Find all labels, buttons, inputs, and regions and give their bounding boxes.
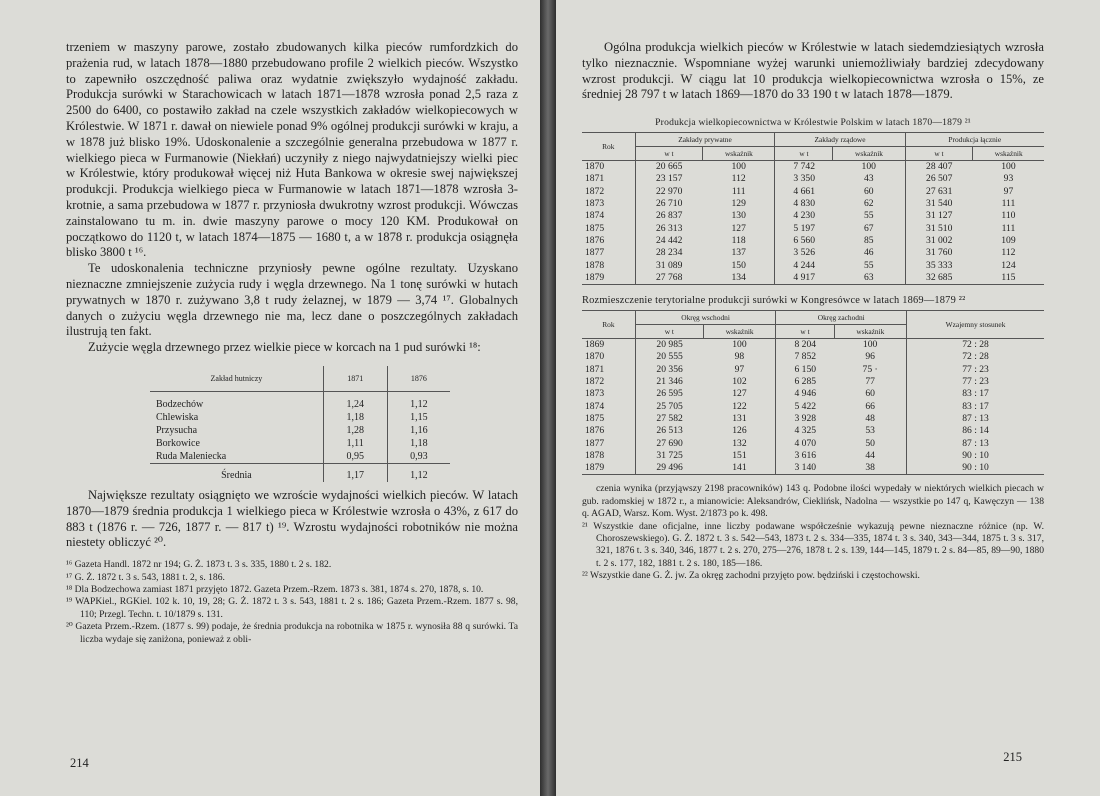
table-row: [582, 186, 1044, 198]
table-cell: 3 616: [776, 450, 834, 462]
table-cell: 4 244: [775, 260, 833, 272]
table-cell: 96: [865, 351, 875, 363]
table-cell: 24 442: [635, 235, 703, 247]
table-cell: 26 313: [635, 223, 703, 235]
column-header: w t: [905, 147, 973, 161]
table-cell: 1877: [585, 247, 605, 259]
table-cell: 7 852: [776, 351, 834, 363]
paragraph: Te udoskonalenia techniczne przyniosły pewne ogólne rezultaty. Uzyskano nieznaczne zmniejszenie zużycia rudy i węgla drzewnego. Na 1 tonę surówki w hutach prywatnych w 1870 r. zużywano 3,8 t rudy żelaznej, w 1879 — 3,74 ¹⁷. Globalnych danych o zużyciu węgla drzewnego nie ma, lecz dane o poszczególnych zakładach ilustrują ten fakt.: [66, 261, 518, 339]
table-cell: 4 830: [775, 198, 833, 210]
table-cell: 1870: [585, 351, 605, 363]
table-cell: 4 070: [776, 438, 834, 450]
table-row: [582, 425, 1044, 437]
table-cell: 31 760: [905, 247, 973, 259]
footnote: ²⁰ Gazeta Przem.-Rzem. (1877 s. 99) podaje, że średnia produkcja na robotnika w 1875 r. wynosiła 88 q surówki. Ta liczba wydaje się zaniżona, ponieważ z obli-: [66, 621, 518, 645]
table-row: [582, 438, 1044, 450]
column-header: w t: [776, 325, 834, 339]
table-cell: 1873: [585, 198, 605, 210]
table-row: [582, 388, 1044, 400]
table-cell: 60: [865, 388, 875, 400]
table-row: [582, 450, 1044, 462]
column-header: Rok: [582, 311, 635, 339]
table-cell: 31 002: [905, 235, 973, 247]
table-cell: 141: [732, 462, 747, 474]
table-cell: 20 555: [635, 351, 703, 363]
right-page: [556, 0, 1100, 796]
footnote: ¹⁶ Gazeta Handl. 1872 nr 194; G. Ż. 1873 t. 3 s. 335, 1880 t. 2 s. 182.: [66, 559, 332, 571]
table-cell: 124: [1001, 259, 1016, 271]
table-cell: 1875: [585, 412, 605, 424]
table-row: [582, 351, 1044, 363]
table-cell: 4 230: [775, 210, 833, 222]
table-row: [582, 401, 1044, 413]
table-cell: 151: [732, 449, 747, 461]
table-cell: 8 204: [776, 339, 834, 352]
column-header: Zakłady rządowe: [775, 133, 905, 147]
column-header: Okręg zachodni: [776, 311, 907, 325]
table-cell: 1873: [585, 388, 605, 400]
table-cell: 1877: [585, 437, 605, 449]
table-cell: 98: [734, 351, 745, 363]
table-cell: 118: [731, 234, 746, 246]
table-cell: 44: [865, 449, 875, 461]
page-number: 215: [1003, 750, 1022, 764]
table-cell: 93: [1003, 173, 1014, 185]
table-cell: 26 595: [635, 388, 703, 400]
regions-table: [582, 310, 1044, 475]
table-cell: 72 : 28: [907, 339, 1044, 352]
table-cell: 63: [863, 271, 874, 283]
table-cell: 86 : 14: [907, 425, 1044, 437]
footnote: ¹⁷ G. Ż. 1872 t. 3 s. 543, 1881 t. 2, s. 186.: [66, 571, 225, 583]
table-cell: 28 234: [635, 247, 703, 259]
table-cell: 100: [861, 161, 876, 173]
table-row: [582, 339, 1044, 352]
table-row: Przysucha 1,28 1,16: [150, 424, 450, 437]
column-header: wskaźnik: [834, 325, 906, 339]
table-cell: 126: [732, 425, 747, 437]
table-cell: 27 631: [905, 186, 973, 198]
table-cell: 127: [731, 222, 746, 234]
table-cell: 31 127: [905, 210, 973, 222]
table-cell: 67: [863, 222, 874, 234]
table-cell: 1876: [585, 425, 605, 437]
table-cell: 112: [1001, 247, 1016, 259]
column-header: Wzajemny stosunek: [907, 311, 1044, 339]
table-cell: 102: [732, 376, 747, 388]
table-cell: 31 725: [635, 450, 703, 462]
table-cell: 27 582: [635, 413, 703, 425]
table-cell: 22 970: [635, 186, 703, 198]
table-cell: 23 157: [635, 173, 703, 185]
table-cell: 72 : 28: [907, 351, 1044, 363]
column-header: 1871: [323, 366, 387, 392]
table-cell: 97: [734, 363, 745, 375]
column-header: Zakłady prywatne: [635, 133, 775, 147]
table-cell: 77 : 23: [907, 364, 1044, 376]
table-cell: 26 837: [635, 210, 703, 222]
table-cell: 7 742: [775, 161, 833, 174]
table-cell: 4 661: [775, 186, 833, 198]
table-cell: 109: [1001, 234, 1016, 246]
table-cell: 4 946: [776, 388, 834, 400]
table-cell: 62: [863, 198, 874, 210]
table-cell: 1872: [585, 376, 605, 388]
table-cell: 27 690: [635, 438, 703, 450]
table-row: [582, 235, 1044, 247]
table-cell: 134: [731, 271, 746, 283]
table-cell: 20 665: [635, 161, 703, 174]
table-row: [582, 173, 1044, 185]
table-row: Ruda Maleniecka 0,95 0,93: [150, 450, 450, 464]
table-caption: Produkcja wielkopiecownictwa w Królestwie Polskim w latach 1870—1879 ²¹: [655, 117, 971, 129]
table-cell: 1872: [585, 185, 605, 197]
footnote: ¹⁹ WAPKiel., RGKiel. 102 k. 10, 19, 28; G. Ż. 1872 t. 3 s. 543, 1881 t. 2 s. 186; Gazeta Przem.-Rzem. 1877 s. 98, 110; Przegl. Techn. t. 10/1879 s. 131.: [66, 596, 518, 620]
table-cell: 35 333: [905, 260, 973, 272]
table-cell: 5 422: [776, 401, 834, 413]
table-row: Chlewiska 1,18 1,15: [150, 411, 450, 424]
table-cell: 1871: [585, 363, 605, 375]
paragraph: trzeniem w maszyny parowe, zostało zbudowanych kilka pieców rumfordzkich do prażenia rud, w latach 1878—1880 przebudowano profile 2 wielkich pieców. Wszystko to zapewniło oszczędność paliwa oraz wydatnie zwiększyło wydajność zakładu. Produkcja surówki w Starachowicach w latach 1871—1878 wzrosła ponad 2,5 raza z 2500 do 6400, co postawiło zakład na czele wszystkich zakładów wielkopiecowych w Królestwie. W 1871 r. dawał on niewiele ponad 9% ogólnej produkcji surówki w kraju, a w 1878 już blisko 19%. Udoskonalenie a szczególnie generalna przebudowa w 1877 r. wielkiego pieca w Furmanowie (Niekłań) uczyniły z niego najwydatniejszy wielki piec w Królestwie, który produkował więcej niż Huta Bankowa w okresie swej największej produkcji. Produkcja wielkiego pieca w Furmanowie w latach 1871—1878 wzrosła 3-krotnie, a sama przebudowa w 1877 r. przyniosła dwukrotny wzrost produkcji. Wówczas zainstalowano tu m. in. dwie maszyny parowe o mocy 120 KM. Produkował on początkowo do 1120 t, w latach 1874—1875 — 1680 t, a w 1878 r. produkcja osiągnęła blisko 3800 t ¹⁶.: [66, 40, 518, 260]
table-cell: 38: [865, 462, 875, 474]
column-header: wskaźnik: [833, 147, 905, 161]
table-cell: 4 917: [775, 272, 833, 285]
table-cell: 111: [1001, 198, 1016, 210]
table-cell: 5 197: [775, 223, 833, 235]
table-cell: 3 928: [776, 413, 834, 425]
table-cell: 131: [732, 412, 747, 424]
table-cell: 150: [731, 259, 746, 271]
table-cell: 87 : 13: [907, 438, 1044, 450]
table-cell: 20 985: [635, 339, 703, 352]
table-cell: 137: [731, 247, 746, 259]
table-cell: 100: [1001, 161, 1016, 173]
table-cell: 115: [1001, 271, 1016, 283]
table-cell: 25 705: [635, 401, 703, 413]
footnote: ¹⁸ Dla Bodzechowa zamiast 1871 przyjęto 1872. Gazeta Przem.-Rzem. 1873 s. 381, 1874 s. 270, 1878, s. 10.: [66, 583, 484, 595]
table-cell: 100: [731, 161, 746, 173]
table-cell: 6 560: [775, 235, 833, 247]
column-header: wskaźnik: [703, 147, 775, 161]
table-cell: 1875: [585, 222, 605, 234]
table-row: [582, 462, 1044, 475]
table-cell: 1869: [585, 339, 605, 351]
table-cell: 83 : 17: [907, 388, 1044, 400]
table-row: [582, 223, 1044, 235]
table-cell: 1874: [585, 210, 605, 222]
table-cell: 127: [732, 388, 747, 400]
table-cell: 31 510: [905, 223, 973, 235]
table-cell: 111: [731, 185, 746, 197]
column-header: Produkcja łącznie: [905, 133, 1044, 147]
table-cell: 55: [863, 259, 874, 271]
footnotes: [582, 483, 1044, 582]
table-row: [582, 260, 1044, 272]
table-cell: 55: [863, 210, 874, 222]
page-number: 214: [70, 756, 89, 770]
table-cell: 122: [732, 400, 747, 412]
table-caption: Rozmieszczenie terytorialne produkcji surówki w Kongresówce w latach 1869—1879 ²²: [582, 295, 966, 307]
table-cell: 27 768: [635, 272, 703, 285]
column-header: Zakład hutniczy: [150, 366, 323, 392]
table-cell: 100: [862, 339, 878, 351]
table-row: [582, 198, 1044, 210]
column-header: w t: [775, 147, 833, 161]
fuel-consumption-table: [150, 366, 450, 482]
table-cell: 3 350: [775, 173, 833, 185]
table-cell: 48: [865, 412, 875, 424]
table-cell: 1870: [585, 161, 605, 173]
table-row: Bodzechów 1,24 1,12: [150, 398, 450, 411]
left-page: [0, 0, 540, 796]
table-cell: 31 540: [905, 198, 973, 210]
table-cell: 112: [731, 173, 746, 185]
production-table: [582, 132, 1044, 285]
table-row: [582, 364, 1044, 376]
table-row: [582, 210, 1044, 222]
table-cell: 77: [865, 376, 875, 388]
table-cell: 129: [731, 198, 746, 210]
table-row: [582, 413, 1044, 425]
table-row: [582, 247, 1044, 259]
paragraph: Ogólna produkcja wielkich pieców w Królestwie w latach siedemdziesiątych wzrosła tylko nieznacznie. Wspomniane wyżej warunki uniemożliwiały bardziej zdecydowany wzrost produkcji. W ciągu lat 10 produkcja wielkopiecownictwa wzrosła o 15%, ze średniej 28 797 t w latach 1869—1870 do 33 190 t w latach 1878—1879.: [582, 40, 1044, 102]
table-cell: 53: [865, 425, 875, 437]
table-cell: 3 140: [776, 462, 834, 475]
column-header: Rok: [582, 133, 635, 161]
table-cell: 1879: [585, 462, 605, 474]
table-row: Borkowice 1,11 1,18: [150, 437, 450, 450]
table-cell: 1876: [585, 234, 605, 246]
column-header: w t: [635, 325, 703, 339]
column-header: Okręg wschodni: [635, 311, 776, 325]
table-cell: 1878: [585, 449, 605, 461]
table-cell: 1879: [585, 271, 605, 283]
table-cell: 26 710: [635, 198, 703, 210]
table-cell: 3 526: [775, 247, 833, 259]
table-row: [582, 376, 1044, 388]
table-cell: 77 : 23: [907, 376, 1044, 388]
table-cell: 130: [731, 210, 746, 222]
table-cell: 31 089: [635, 260, 703, 272]
table-cell: 111: [1001, 222, 1016, 234]
column-header: wskaźnik: [973, 147, 1044, 161]
column-header: wskaźnik: [703, 325, 775, 339]
table-cell: 85: [863, 234, 874, 246]
table-cell: 21 346: [635, 376, 703, 388]
table-cell: 1878: [585, 259, 605, 271]
table-cell: 90 : 10: [907, 462, 1044, 475]
table-cell: 29 496: [635, 462, 703, 475]
table-cell: 26 513: [635, 425, 703, 437]
paragraph: Zużycie węgla drzewnego przez wielkie piece w korcach na 1 pud surówki ¹⁸:: [88, 340, 481, 355]
table-cell: 43: [863, 173, 874, 185]
table-cell: 4 325: [776, 425, 834, 437]
table-cell: 28 407: [905, 161, 973, 174]
table-cell: 50: [865, 437, 875, 449]
table-cell: 60: [863, 185, 874, 197]
table-row: [582, 161, 1044, 174]
footnote: ²¹ Wszystkie dane oficjalne, inne liczby podawane współcześnie wykazują pewne nieznaczne różnice (np. W. Choroszewskiego). G. Ż. 1872 t. 3 s. 542—543, 1873 t. 2 s. 334—335, 1874 t. 3 s. 340, 343—344, 1875 t. 3 s. 317, 321, 1876 t. 3 s. 340, 346, 1877 t. 2 s. 270, 275—276, 1878 t. 2 s. 139, 144—145, 1879 t. 2 s. 84—85, 89—90, 1880 t. 2 s. 177, 182, 1881 t. 2 s. 180, 185—186.: [582, 520, 1044, 569]
table-cell: 90 : 10: [907, 450, 1044, 462]
table-cell: 132: [732, 437, 747, 449]
table-row: [582, 272, 1044, 285]
table-cell: 66: [865, 400, 875, 412]
footnote: ²² Wszystkie dane G. Ż. jw. Za okręg zachodni przyjęto pow. będziński i częstochowski.: [582, 570, 920, 582]
column-header: w t: [635, 147, 703, 161]
table-cell: 6 150: [776, 364, 834, 376]
paragraph: Największe rezultaty osiągnięto we wzroście wydajności wielkich pieców. W latach 1870—1879 średnia produkcja 1 wielkiego pieca w Królestwie wzrosła o 43%, z 617 do 883 t (1876 r. — 726, 1877 r. — 817 t) ¹⁹. Wzrostu wydajności robotników nie można niestety obliczyć ²⁰.: [66, 487, 518, 550]
table-cell: 87 : 13: [907, 413, 1044, 425]
book-spine: [540, 0, 556, 796]
table-cell: 6 285: [776, 376, 834, 388]
table-cell: 100: [732, 339, 747, 351]
table-cell: 110: [1001, 210, 1016, 222]
table-cell: 32 685: [905, 272, 973, 285]
table-cell: 75 ·: [862, 363, 878, 375]
column-header: 1876: [387, 366, 450, 392]
table-cell: 46: [863, 247, 874, 259]
table-cell: 1874: [585, 400, 605, 412]
table-cell: 20 356: [635, 364, 703, 376]
table-cell: 97: [1003, 185, 1014, 197]
table-cell: 1871: [585, 173, 605, 185]
table-cell: 26 507: [905, 173, 973, 185]
footnote-continuation: czenia wynika (przyjąwszy 2198 pracowników) 143 q. Podobne ilości wypedały w niektórych wielkich piecach w gub. radomskiej w 1872 r., a mianowicie: Aleksandrów, Cieklińsk, Nadolna — wszystkie po 147 q, Kawęczyn — 138 q. AGAD, Warsz. Kom. Wyst. 2/1873 po k. 498.: [582, 483, 1044, 520]
table-row-average: Średnia 1,17 1,12: [150, 463, 450, 482]
table-cell: 83 : 17: [907, 401, 1044, 413]
footnotes: [66, 559, 518, 646]
